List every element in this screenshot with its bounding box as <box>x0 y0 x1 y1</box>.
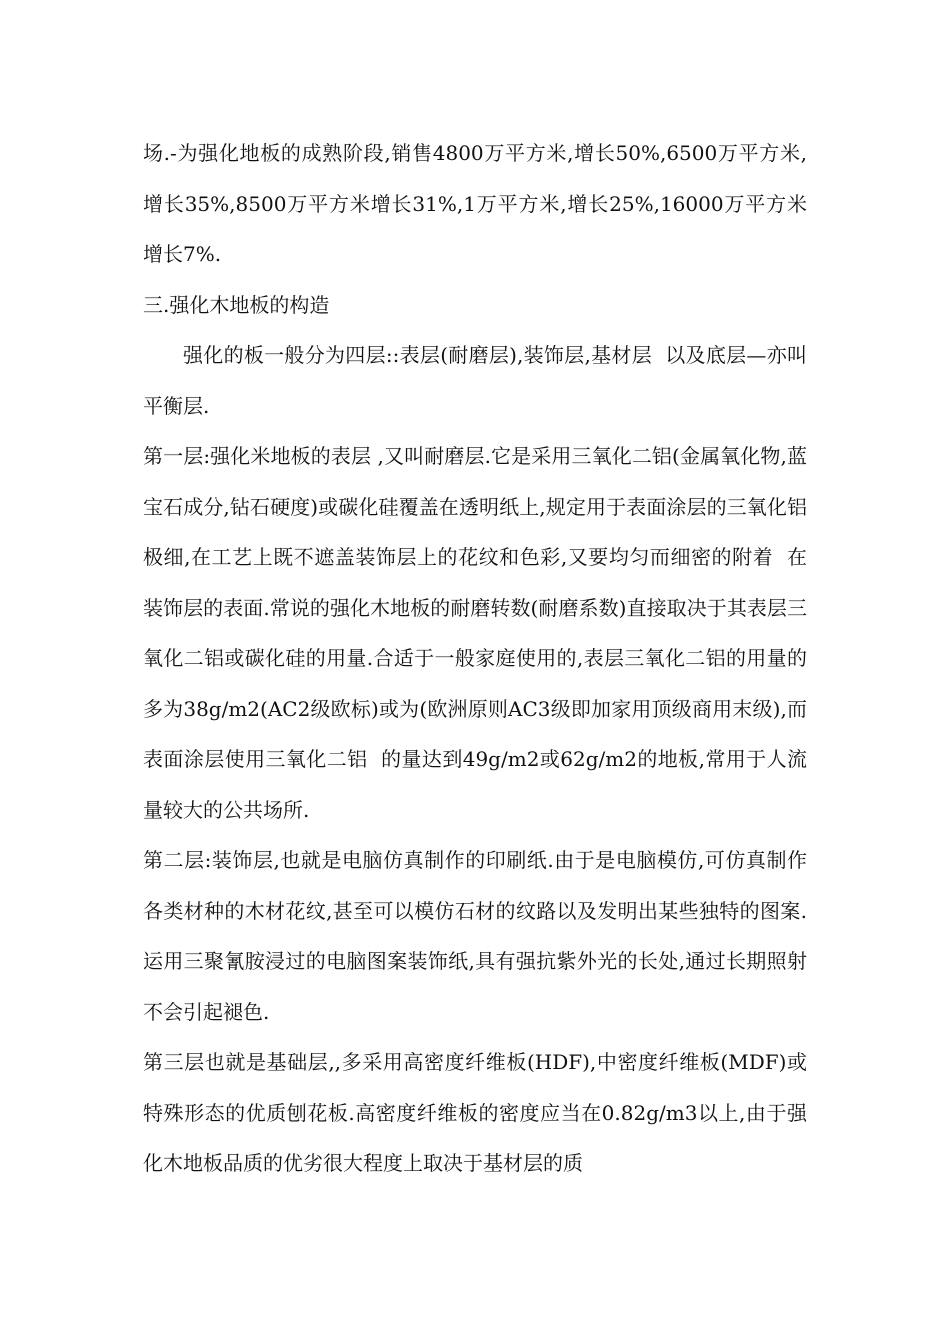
paragraph-layer-three: 第三层也就是基础层,,多采用高密度纤维板(HDF),中密度纤维板(MDF)或特殊形态的优质刨花板.高密度纤维板的密度应当在0.82g/m3以上,由于强化木地板品质的优劣很大程度上取决于基材层的质 <box>143 1050 807 1175</box>
paragraph-four-layers: 强化的板一般分为四层::表层(耐磨层),装饰层,基材层 以及底层—亦叫平衡层. <box>143 343 807 418</box>
section-heading-structure: 三.强化木地板的构造 <box>143 292 330 317</box>
paragraph-layer-one: 第一层:强化米地板的表层 ,又叫耐磨层.它是采用三氧化二铝(金属氧化物,蓝宝石成分,钻石硬度)或碳化硅覆盖在透明纸上,规定用于表面涂层的三氧化铝极细,在工艺上既不遮盖装饰层上的花纹和色彩,又要均匀而细密的附着 在装饰层的表面.常说的强化木地板的耐磨转数(耐磨系数)直接取决于其表层三氧化二铝或碳化硅的用量.合适于一般家庭使用的,表层三氧化二铝的用量的多为38g/m2(AC2级欧标)或为(欧洲原则AC3级即加家用顶级商用末级),而表面涂层使用三氧化二铝 的量达到49g/m2或62g/m2的地板,常用于人流量较大的公共场所. <box>143 444 807 822</box>
paragraph-layer-two: 第二层:装饰层,也就是电脑仿真制作的印刷纸.由于是电脑模仿,可仿真制作各类材种的木材花纹,甚至可以模仿石材的纹路以及发明出某些独特的图案.运用三聚氰胺浸过的电脑图案装饰纸,具有强抗紫外光的长处,通过长期照射不会引起褪色. <box>143 848 807 1024</box>
paragraph-market-growth: 场.-为强化地板的成熟阶段,销售4800万平方米,增长50%,6500万平方米,增长35%,8500万平方米增长31%,1万平方米,增长25%,16000万平方米增长7%. <box>143 141 807 266</box>
document-body <box>143 128 807 1189</box>
